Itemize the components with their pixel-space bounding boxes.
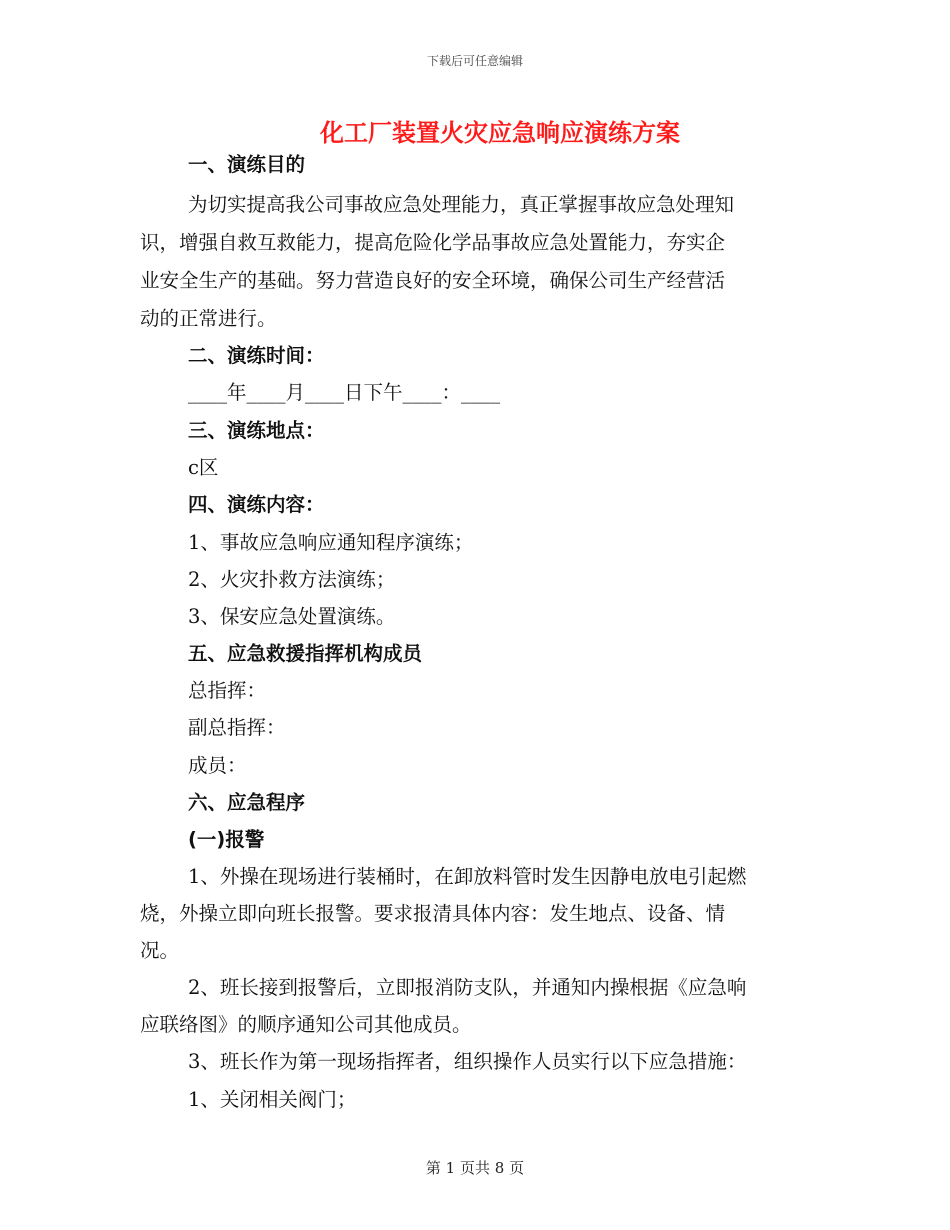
list-item: 1、事故应急响应通知程序演练；	[188, 531, 474, 554]
paragraph-line: 2、班长接到报警后，立即报消防支队，并通知内操根据《应急响	[188, 976, 747, 999]
drill-location: c区	[188, 456, 219, 479]
paragraph-line: 1、外操在现场进行装桶时，在卸放料管时发生因静电放电引起燃	[188, 865, 747, 888]
section-heading-time: 二、演练时间：	[188, 344, 325, 367]
page-header: 下载后可任意编辑	[426, 54, 523, 68]
command-role-line: 成员：	[188, 754, 247, 777]
section-heading-purpose: 一、演练目的	[188, 153, 306, 176]
section-heading-content: 四、演练内容：	[188, 493, 325, 516]
list-item: 1、关闭相关阀门；	[188, 1088, 357, 1111]
paragraph-line: 识，增强自救互救能力，提高危险化学品事故应急处置能力，夯实企	[140, 231, 726, 254]
paragraph-line: 况。	[140, 939, 180, 962]
subsection-heading-alarm: (一)报警	[188, 828, 265, 851]
command-role-line: 副总指挥：	[188, 716, 286, 739]
paragraph-line: 3、班长作为第一现场指挥者，组织操作人员实行以下应急措施：	[188, 1050, 747, 1073]
command-role-line: 总指挥：	[188, 679, 267, 702]
section-heading-location: 三、演练地点：	[188, 419, 325, 442]
paragraph-line: 动的正常进行。	[140, 307, 277, 330]
paragraph-line: 业安全生产的基础。努力营造良好的安全环境，确保公司生产经营活	[140, 269, 726, 292]
list-item: 3、保安应急处置演练。	[188, 605, 396, 628]
paragraph-line: 应联络图》的顺序通知公司其他成员。	[140, 1013, 472, 1036]
section-heading-procedure: 六、应急程序	[188, 791, 306, 814]
page-footer: 第 1 页共 8 页	[425, 1159, 525, 1177]
document-title: 化工厂装置火灾应急响应演练方案	[320, 119, 680, 147]
paragraph-line: 烧，外操立即向班长报警。要求报清具体内容：发生地点、设备、情	[140, 902, 726, 925]
section-heading-command: 五、应急救援指挥机构成员	[188, 642, 423, 665]
paragraph-line: 为切实提高我公司事故应急处理能力，真正掌握事故应急处理知	[188, 193, 735, 216]
drill-time-line: ____年____月____日下午____：____	[188, 381, 501, 404]
list-item: 2、火灾扑救方法演练；	[188, 568, 396, 591]
